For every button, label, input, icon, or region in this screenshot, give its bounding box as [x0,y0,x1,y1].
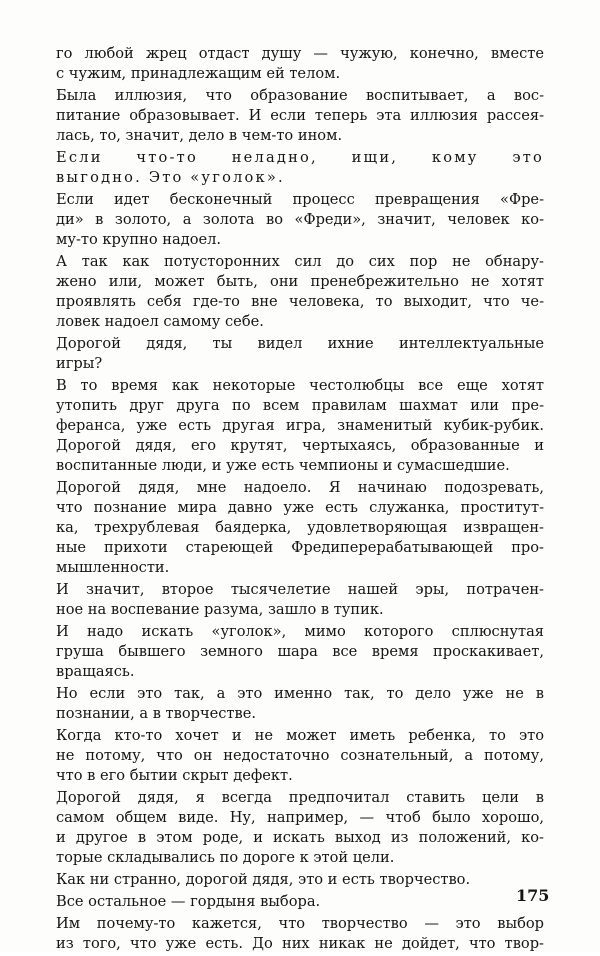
text-line: Дорогой дядя, ты видел ихние интеллектуальные [56,335,544,352]
text-line: с чужим, принадлежащим ей телом. [56,65,341,82]
paragraph [56,190,544,250]
text-line: А так как потусторонних сил до сих пор не обнару- [56,253,544,270]
paragraph [56,44,544,84]
text-line: вращаясь. [56,663,135,680]
page-number: 175 [516,886,550,905]
paragraph [56,684,544,724]
text-line: груша бывшего земного шара все время проскакивает, [56,643,544,660]
paragraph [56,622,544,682]
text-line: Если идет бесконечный процесс превращения «Фре- [56,191,544,208]
text-line: самом общем виде. Ну, например, — чтоб было хорошо, [56,809,544,826]
paragraph [56,148,544,188]
text-line: что познание мира давно уже есть служанка, проститут- [56,499,544,516]
text-line: Как ни странно, дорогой дядя, это и есть творчество. [56,871,471,888]
text-line: Все остальное — гордыня выбора. [56,893,321,910]
text-line: воспитанные люди, и уже есть чемпионы и сумасшедшие. [56,457,510,474]
text-line: не потому, что он недостаточно сознательный, а потому, [56,747,544,764]
text-line: ди» в золото, а золота во «Фреди», значит, человек ко- [56,211,544,228]
text-line: что в его бытии скрыт дефект. [56,767,293,784]
text-line: жено или, может быть, они пренебрежительно не хотят [56,273,544,290]
text-line: и другое в этом роде, и искать выход из положений, ко- [56,829,544,846]
text-line: ное на воспевание разума, зашло в тупик. [56,601,384,618]
text-line: Дорогой дядя, я всегда предпочитал ставить цели в [56,789,544,806]
paragraph [56,580,544,620]
text-line: И значит, второе тысячелетие нашей эры, потрачен- [56,581,544,598]
text-line: торые складывались по дороге к этой цели. [56,849,395,866]
text-line: ка, трехрублевая баядерка, удовлетворяющая извращен- [56,519,544,536]
text-line: Но если это так, а это именно так, то дело уже не в [56,685,544,702]
text-line: игры? [56,355,103,372]
text-line: утопить друг друга по всем правилам шахмат или пре- [56,397,544,414]
text-line: феранса, уже есть другая игра, знаменитый кубик-рубик. [56,417,544,434]
paragraph [56,892,544,912]
body-text [56,44,544,956]
text-line: ные прихоти стареющей Фредиперерабатывающей про- [56,539,544,556]
text-line: лась, то, значит, дело в чем-то ином. [56,127,343,144]
text-line: из того, что уже есть. До них никак не дойдет, что твор- [56,935,544,952]
paragraph [56,334,544,374]
paragraph [56,788,544,868]
text-line: Если что-то неладно, ищи, кому это [56,149,544,166]
text-line: В то время как некоторые честолюбцы все еще хотят [56,377,544,394]
text-line: ловек надоел самому себе. [56,313,264,330]
text-line: Дорогой дядя, его крутят, чертыхаясь, образованные и [56,437,544,454]
paragraph [56,726,544,786]
text-line: мышленности. [56,559,170,576]
paragraph [56,376,544,476]
text-line: И надо искать «уголок», мимо которого сплюснутая [56,623,544,640]
text-line: познании, а в творчестве. [56,705,256,722]
text-line: выгодно. Это «уголок». [56,169,285,186]
text-line: питание образовывает. И если теперь эта иллюзия рассея- [56,107,544,124]
paragraph [56,870,544,890]
text-line: Им почему-то кажется, что творчество — это выбор [56,915,544,932]
paragraph [56,914,544,954]
text-line: Дорогой дядя, мне надоело. Я начинаю подозревать, [56,479,544,496]
text-line: Была иллюзия, что образование воспитывает, а вос- [56,87,544,104]
paragraph [56,86,544,146]
text-line: му-то крупно надоел. [56,231,222,248]
text-line: го любой жрец отдаст душу — чужую, конечно, вместе [56,45,544,62]
paragraph [56,252,544,332]
text-line: проявлять себя где-то вне человека, то выходит, что че- [56,293,544,310]
paragraph [56,478,544,578]
text-line: Когда кто-то хочет и не может иметь ребенка, то это [56,727,544,744]
